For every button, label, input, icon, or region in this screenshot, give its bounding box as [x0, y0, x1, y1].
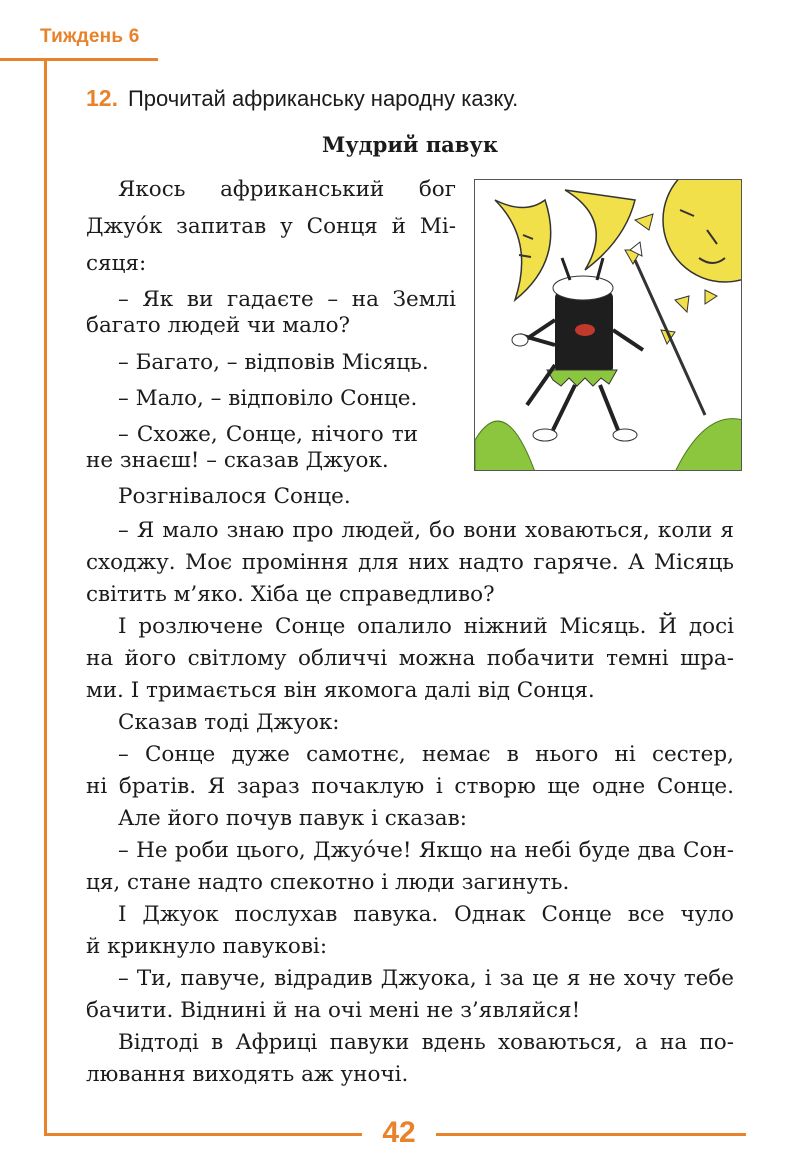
margin-rule [44, 58, 47, 1136]
story-line: – Я мало знаю про людей, бо вони ховаються, коли я [118, 518, 734, 543]
story-line: – Багато, – відповів Місяць. [118, 350, 429, 375]
story-line: лювання виходять аж уночі. [86, 1062, 409, 1087]
footer-rule-left [44, 1133, 362, 1136]
story-line: Якось африканський бог [118, 177, 456, 202]
story-line: – Ти, павуче, відрадив Джуока, і за це я не хочу тебе [118, 966, 734, 991]
story-line: ні братів. Я зараз почаклую і створю ще одне Сонце. [86, 774, 734, 799]
story-line: й крикнуло павукові: [86, 934, 328, 959]
story-line: багато людей чи мало? [86, 313, 351, 338]
story-line: Але його почув павук і сказав: [118, 806, 467, 831]
task-instruction: Прочитай африканську народну казку. [127, 86, 519, 111]
story-line: бачити. Віднині й на очі мені не з’являйся! [86, 998, 581, 1023]
story-line: Сказав тоді Джуок: [118, 710, 340, 735]
task-number: 12. [86, 85, 118, 111]
footer-rule-right [436, 1133, 746, 1136]
story-line: ми. І тримається він якомога далі від Сонця. [86, 678, 595, 703]
story-line: – Як ви гадаєте – на Землі [118, 287, 456, 312]
story-line: – Схоже, Сонце, нічого ти [118, 422, 418, 447]
page-number: 42 [382, 1116, 416, 1149]
spider-illustration [474, 179, 742, 471]
story-line: – Сонце дуже самотнє, немає в нього ні сестер, [118, 742, 734, 767]
story-line: Джуо́к запитав у Сонця й Мі- [86, 214, 456, 239]
story-line: – Не роби цього, Джуо́че! Якщо на небі буде два Сон- [118, 838, 734, 863]
story-line: І Джуок послухав павука. Однак Сонце все чуло [118, 902, 734, 927]
story-line: на його світлому обличчі можна побачити темні шра- [86, 646, 734, 671]
story-title: Мудрий павук [321, 132, 498, 157]
sun-shape [663, 180, 742, 282]
header-rule [0, 58, 158, 61]
story-line: не знаєш! – сказав Джуок. [86, 448, 389, 473]
story-line: сходжу. Моє проміння для них надто гаряче. А Місяць [86, 550, 734, 575]
story-line: світить м’яко. Хіба це справедливо? [86, 582, 495, 607]
story-line: – Мало, – відповіло Сонце. [118, 386, 418, 411]
leaf-shape [475, 421, 535, 471]
story-line: Відтоді в Африці павуки вдень ховаються, а на по- [118, 1030, 734, 1055]
story-line: І розлючене Сонце опалило ніжний Місяць. Й досі [118, 614, 734, 639]
story-line: сяця: [86, 251, 147, 276]
story-line: ця, стане надто спекотно і люди загинуть. [86, 870, 570, 895]
story-line: Розгнівалося Сонце. [118, 484, 351, 509]
week-label: Тиждень 6 [40, 26, 140, 47]
moon-shape [495, 200, 551, 300]
task-heading [86, 85, 518, 112]
